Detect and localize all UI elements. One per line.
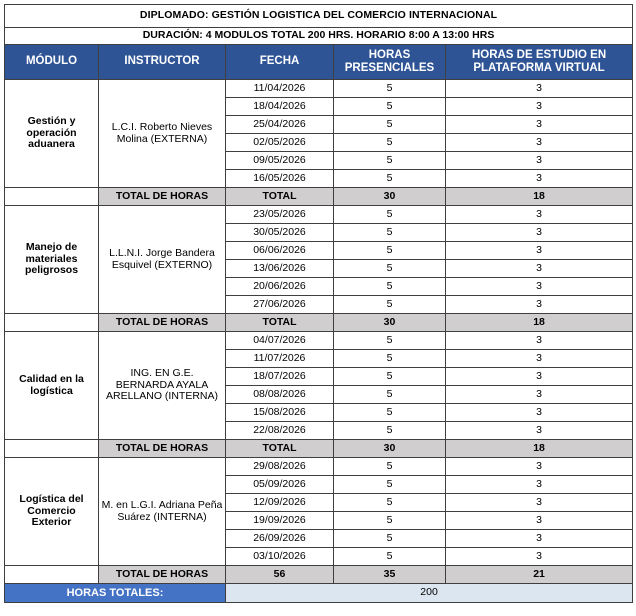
session-date-cell: 12/09/2026 <box>226 494 334 512</box>
total-hours-onsite-cell: 30 <box>334 314 446 332</box>
grand-total-label: HORAS TOTALES: <box>5 584 226 603</box>
session-date-cell: 11/04/2026 <box>226 80 334 98</box>
total-hours-label: TOTAL DE HORAS <box>99 314 226 332</box>
total-fecha-cell: TOTAL <box>226 188 334 206</box>
hours-onsite-cell: 5 <box>334 260 446 278</box>
total-hours-platform-cell: 18 <box>446 440 633 458</box>
total-hours-onsite-cell: 35 <box>334 566 446 584</box>
hours-onsite-cell: 5 <box>334 350 446 368</box>
hours-platform-cell: 3 <box>446 224 633 242</box>
hours-platform-cell: 3 <box>446 548 633 566</box>
total-hours-label: TOTAL DE HORAS <box>99 440 226 458</box>
hours-onsite-cell: 5 <box>334 404 446 422</box>
block-total-row <box>5 566 633 584</box>
session-date-cell: 18/07/2026 <box>226 368 334 386</box>
block-total-row <box>5 440 633 458</box>
hours-onsite-cell: 5 <box>334 296 446 314</box>
hours-platform-cell: 3 <box>446 206 633 224</box>
column-header-horas-presenciales[interactable]: HORAS PRESENCIALES <box>334 45 446 80</box>
session-date-cell: 13/06/2026 <box>226 260 334 278</box>
hours-onsite-cell: 5 <box>334 386 446 404</box>
hours-onsite-cell: 5 <box>334 458 446 476</box>
session-date-cell: 03/10/2026 <box>226 548 334 566</box>
total-hours-onsite-cell: 30 <box>334 440 446 458</box>
column-header-modulo[interactable]: MÓDULO <box>5 45 99 80</box>
hours-platform-cell: 3 <box>446 332 633 350</box>
hours-platform-cell: 3 <box>446 170 633 188</box>
hours-platform-cell: 3 <box>446 278 633 296</box>
total-fecha-cell: TOTAL <box>226 440 334 458</box>
module-name-cell: Calidad en la logística <box>5 332 99 440</box>
document-title: DIPLOMADO: GESTIÓN LOGISTICA DEL COMERCIO INTERNACIONAL <box>5 5 633 28</box>
hours-platform-cell: 3 <box>446 476 633 494</box>
session-date-cell: 11/07/2026 <box>226 350 334 368</box>
title-row <box>5 5 633 28</box>
session-date-cell: 09/05/2026 <box>226 152 334 170</box>
subtitle-row <box>5 28 633 45</box>
hours-onsite-cell: 5 <box>334 368 446 386</box>
total-hours-platform-cell: 18 <box>446 314 633 332</box>
hours-onsite-cell: 5 <box>334 224 446 242</box>
session-date-cell: 06/06/2026 <box>226 242 334 260</box>
table-row <box>5 458 633 476</box>
table-row <box>5 206 633 224</box>
instructor-name-cell: L.L.N.I. Jorge Bandera Esquivel (EXTERNO) <box>99 206 226 314</box>
hours-onsite-cell: 5 <box>334 548 446 566</box>
grand-total-value: 200 <box>226 584 633 603</box>
hours-onsite-cell: 5 <box>334 116 446 134</box>
session-date-cell: 20/06/2026 <box>226 278 334 296</box>
document-subtitle: DURACIÓN: 4 MODULOS TOTAL 200 HRS. HORARIO 8:00 A 13:00 HRS <box>5 28 633 45</box>
total-hours-platform-cell: 21 <box>446 566 633 584</box>
session-date-cell: 26/09/2026 <box>226 530 334 548</box>
hours-platform-cell: 3 <box>446 152 633 170</box>
instructor-name-cell: L.C.I. Roberto Nieves Molina (EXTERNA) <box>99 80 226 188</box>
module-name-cell: Gestión y operación aduanera <box>5 80 99 188</box>
hours-onsite-cell: 5 <box>334 98 446 116</box>
hours-onsite-cell: 5 <box>334 170 446 188</box>
session-date-cell: 23/05/2026 <box>226 206 334 224</box>
block-total-row <box>5 314 633 332</box>
hours-onsite-cell: 5 <box>334 242 446 260</box>
module-name-cell: Logística del Comercio Exterior <box>5 458 99 566</box>
total-row-spacer-cell <box>5 188 99 206</box>
hours-platform-cell: 3 <box>446 422 633 440</box>
total-row-spacer-cell <box>5 566 99 584</box>
column-header-row <box>5 45 633 80</box>
hours-onsite-cell: 5 <box>334 206 446 224</box>
total-fecha-cell: TOTAL <box>226 314 334 332</box>
total-hours-platform-cell: 18 <box>446 188 633 206</box>
session-date-cell: 18/04/2026 <box>226 98 334 116</box>
table-row <box>5 332 633 350</box>
hours-onsite-cell: 5 <box>334 494 446 512</box>
hours-onsite-cell: 5 <box>334 278 446 296</box>
session-date-cell: 15/08/2026 <box>226 404 334 422</box>
hours-onsite-cell: 5 <box>334 332 446 350</box>
session-date-cell: 29/08/2026 <box>226 458 334 476</box>
total-fecha-cell: 56 <box>226 566 334 584</box>
session-date-cell: 25/04/2026 <box>226 116 334 134</box>
column-header-instructor[interactable]: INSTRUCTOR <box>99 45 226 80</box>
hours-platform-cell: 3 <box>446 134 633 152</box>
total-row-spacer-cell <box>5 314 99 332</box>
instructor-name-cell: ING. EN G.E. BERNARDA AYALA ARELLANO (INTERNA) <box>99 332 226 440</box>
session-date-cell: 05/09/2026 <box>226 476 334 494</box>
session-date-cell: 02/05/2026 <box>226 134 334 152</box>
module-name-cell: Manejo de materiales peligrosos <box>5 206 99 314</box>
session-date-cell: 08/08/2026 <box>226 386 334 404</box>
hours-platform-cell: 3 <box>446 98 633 116</box>
diploma-schedule-table <box>4 4 633 603</box>
hours-platform-cell: 3 <box>446 512 633 530</box>
block-total-row <box>5 188 633 206</box>
hours-onsite-cell: 5 <box>334 80 446 98</box>
hours-platform-cell: 3 <box>446 296 633 314</box>
total-row-spacer-cell <box>5 440 99 458</box>
column-header-fecha[interactable]: FECHA <box>226 45 334 80</box>
hours-platform-cell: 3 <box>446 386 633 404</box>
instructor-name-cell: M. en L.G.I. Adriana Peña Suárez (INTERNA) <box>99 458 226 566</box>
session-date-cell: 16/05/2026 <box>226 170 334 188</box>
hours-onsite-cell: 5 <box>334 422 446 440</box>
grand-total-row <box>5 584 633 603</box>
total-hours-label: TOTAL DE HORAS <box>99 566 226 584</box>
session-date-cell: 30/05/2026 <box>226 224 334 242</box>
column-header-horas-plataforma[interactable]: HORAS DE ESTUDIO EN PLATAFORMA VIRTUAL <box>446 45 633 80</box>
hours-platform-cell: 3 <box>446 530 633 548</box>
table-row <box>5 80 633 98</box>
hours-onsite-cell: 5 <box>334 476 446 494</box>
session-date-cell: 27/06/2026 <box>226 296 334 314</box>
session-date-cell: 04/07/2026 <box>226 332 334 350</box>
hours-onsite-cell: 5 <box>334 530 446 548</box>
total-hours-label: TOTAL DE HORAS <box>99 188 226 206</box>
hours-platform-cell: 3 <box>446 494 633 512</box>
hours-platform-cell: 3 <box>446 350 633 368</box>
hours-platform-cell: 3 <box>446 260 633 278</box>
total-hours-onsite-cell: 30 <box>334 188 446 206</box>
hours-platform-cell: 3 <box>446 116 633 134</box>
hours-onsite-cell: 5 <box>334 512 446 530</box>
hours-platform-cell: 3 <box>446 242 633 260</box>
hours-platform-cell: 3 <box>446 368 633 386</box>
hours-onsite-cell: 5 <box>334 134 446 152</box>
session-date-cell: 22/08/2026 <box>226 422 334 440</box>
hours-onsite-cell: 5 <box>334 152 446 170</box>
hours-platform-cell: 3 <box>446 458 633 476</box>
schedule-body <box>5 80 633 584</box>
hours-platform-cell: 3 <box>446 404 633 422</box>
session-date-cell: 19/09/2026 <box>226 512 334 530</box>
hours-platform-cell: 3 <box>446 80 633 98</box>
